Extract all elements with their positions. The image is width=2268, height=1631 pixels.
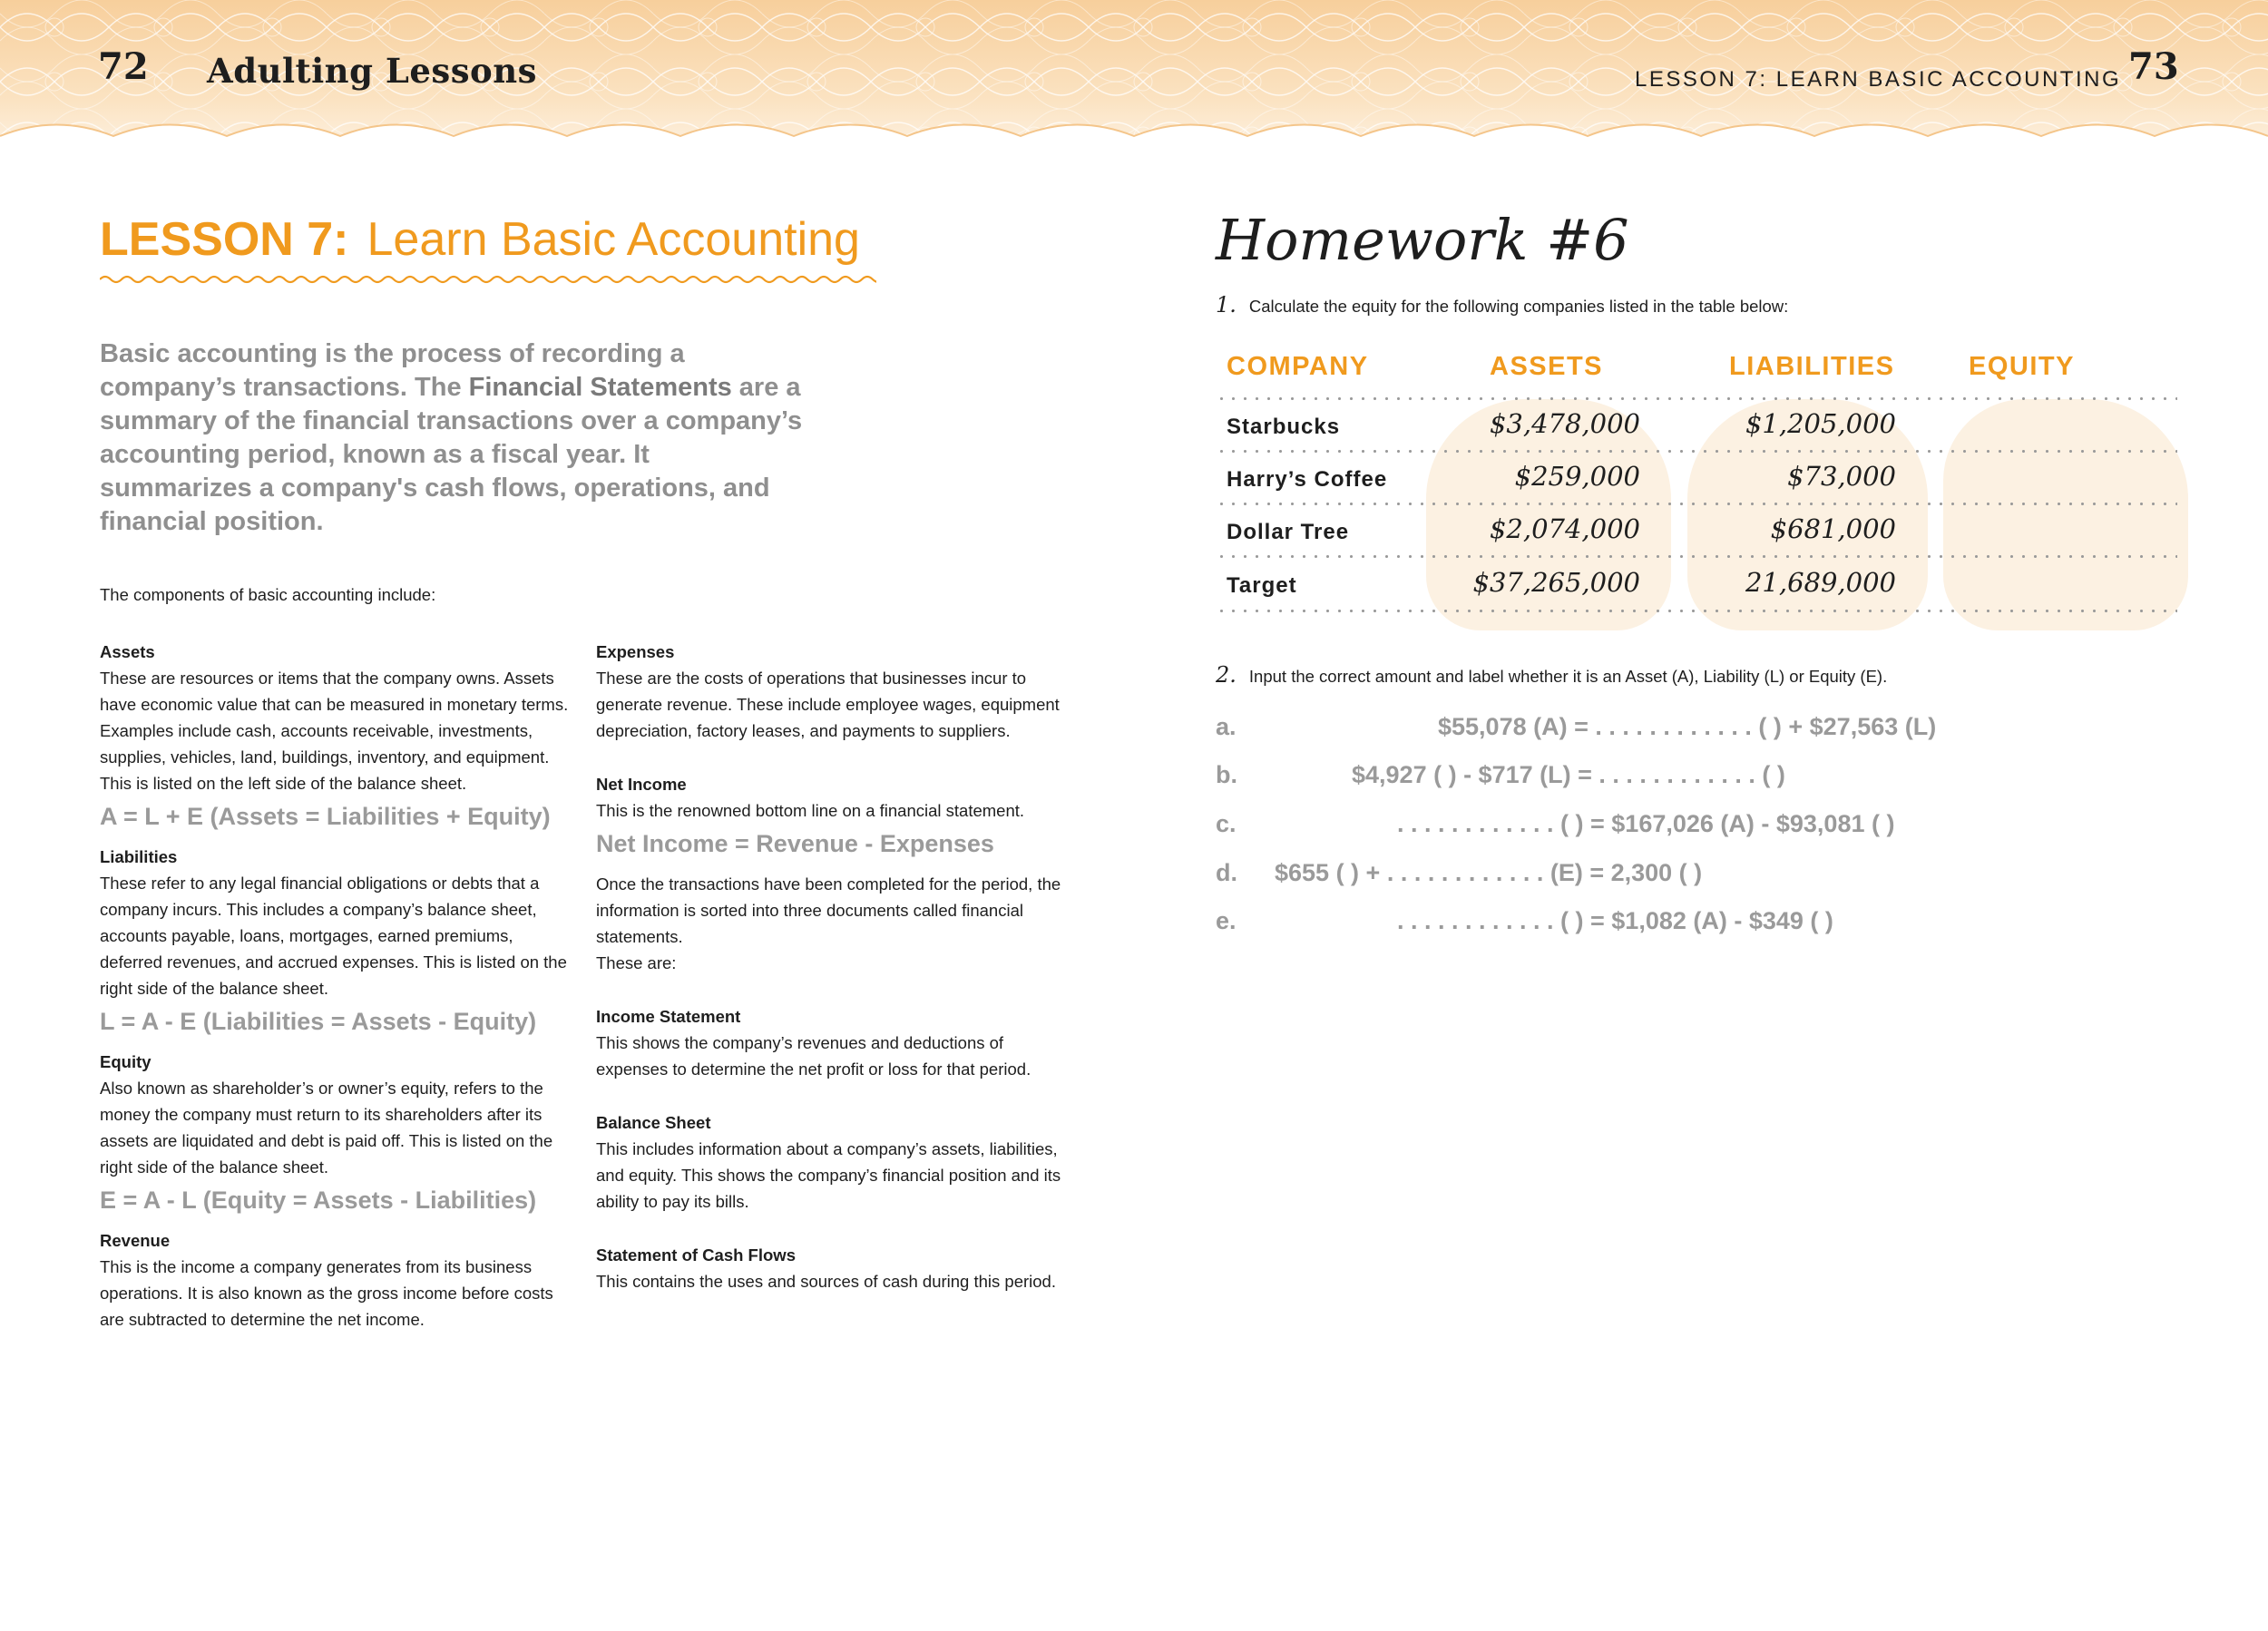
row-divider (1216, 397, 2177, 400)
book-title: Adulting Lessons (207, 51, 537, 91)
column-header-equity: EQUITY (1969, 352, 2075, 381)
intro-text-1: Basic accounting is the process of recording a company’s transactions. The (100, 339, 685, 402)
balance-sheet-text: This includes information about a company’s assets, liabilities, and equity. This shows the company’s financial position and its ability to pay its bills. (596, 1139, 1061, 1211)
row-divider (1216, 555, 2177, 558)
equation-text: $4,927 ( ) - $717 (L) = . . . . . . . . . . . . ( ) (1352, 761, 1785, 788)
intro-text-2: are a summary of the financial transactions over a company’s accounting period, known as a fiscal year. It summarizes a company's cash flows, operations, and financial position. (100, 373, 803, 536)
table-row-liabilities: $1,205,000 (1745, 408, 1896, 439)
expenses-heading: Expenses (596, 642, 675, 661)
table-row-company: Dollar Tree (1227, 520, 1350, 544)
lesson-name: Learn Basic Accounting (367, 213, 860, 266)
equation-text: . . . . . . . . . . . . ( ) = $167,026 (A) - $93,081 ( ) (1397, 810, 1895, 837)
table-row-company: Starbucks (1227, 415, 1341, 439)
liabilities-text: These refer to any legal financial obligations or debts that a company incurs. This includes a company’s balance sheet, accounts payable, loans, mortgages, earned premiums, deferred revenues, and accrued expenses. This is listed on the right side of the balance sheet. (100, 874, 567, 998)
question-2-number: 2. (1216, 662, 1237, 688)
balance-sheet-heading: Balance Sheet (596, 1113, 711, 1132)
question-1-text: Calculate the equity for the following companies listed in the table below: (1248, 297, 1789, 316)
table-row-assets: $37,265,000 (1472, 567, 1640, 598)
table-row-assets: $2,074,000 (1489, 513, 1640, 544)
income-statement-text: This shows the company’s revenues and deductions of expenses to determine the net profit or loss for that period. (596, 1033, 1031, 1079)
column-header-company: COMPANY (1227, 352, 1369, 381)
row-divider (1216, 610, 2177, 612)
equity-column-highlight (1943, 399, 2188, 630)
equation-letter: a. (1216, 713, 1237, 740)
equation-letter: e. (1216, 907, 1237, 934)
equation-letter: b. (1216, 761, 1237, 788)
left-page-number: 72 (98, 45, 149, 88)
equity-text: Also known as shareholder’s or owner’s equity, refers to the money the company must return to its shareholders after its assets are liquidated and debt is paid off. This is listed on the right side of the balance sheet. (100, 1079, 553, 1177)
right-page-number: 73 (2128, 45, 2179, 88)
equity-formula: E = A - L (Equity = Assets - Liabilities) (100, 1187, 537, 1214)
table-row-company: Harry’s Coffee (1227, 467, 1388, 492)
components-column-left (100, 639, 572, 1333)
assets-formula: A = L + E (Assets = Liabilities + Equity) (100, 803, 551, 830)
table-row-liabilities: $73,000 (1787, 461, 1896, 492)
net-income-formula: Net Income = Revenue - Expenses (596, 830, 994, 857)
liabilities-formula: L = A - E (Liabilities = Assets - Equity) (100, 1008, 537, 1035)
question-2-text: Input the correct amount and label whether it is an Asset (A), Liability (L) or Equity (E). (1248, 667, 1888, 686)
intro-bold-term: Financial Statements (468, 373, 732, 402)
income-statement-heading: Income Statement (596, 1007, 741, 1026)
equity-table (1216, 345, 2177, 635)
cash-flows-text: This contains the uses and sources of cash during this period. (596, 1272, 1056, 1291)
statements-intro: Once the transactions have been completed for the period, the information is sorted into three documents called financial statements. (596, 874, 1061, 946)
equation-text: . . . . . . . . . . . . ( ) = $1,082 (A) - $349 ( ) (1397, 907, 1833, 934)
column-header-liabilities: LIABILITIES (1729, 352, 1895, 381)
liabilities-heading: Liabilities (100, 847, 178, 866)
question-1-number: 1. (1216, 292, 1237, 317)
equation-text: $655 ( ) + . . . . . . . . . . . . (E) = 2,300 ( ) (1275, 859, 1703, 886)
net-income-heading: Net Income (596, 775, 687, 794)
row-divider (1216, 450, 2177, 453)
table-row-liabilities: 21,689,000 (1745, 567, 1896, 598)
question-2 (1216, 662, 1887, 688)
assets-text: These are resources or items that the company owns. Assets have economic value that can be measured in monetary terms. Examples include cash, accounts receivable, investments, supplies, vehicles, land, buildings, inventory, and equipment. This is listed on the left side of the balance sheet. (100, 669, 569, 793)
revenue-text: This is the income a company generates from its business operations. It is also known as the gross income before costs are subtracted to determine the net income. (100, 1257, 553, 1329)
revenue-heading: Revenue (100, 1231, 171, 1250)
question-1 (1216, 292, 1788, 317)
components-column-right (596, 639, 1068, 1294)
statements-these: These are: (596, 953, 677, 972)
running-head: LESSON 7: LEARN BASIC ACCOUNTING (1635, 67, 2122, 92)
table-row-assets: $259,000 (1514, 461, 1640, 492)
equity-heading: Equity (100, 1052, 152, 1071)
lesson-title (100, 212, 860, 267)
assets-heading: Assets (100, 642, 155, 661)
equation-letter: d. (1216, 859, 1237, 886)
homework-title: Homework #6 (1216, 207, 1629, 273)
cash-flows-heading: Statement of Cash Flows (596, 1245, 796, 1265)
column-header-assets: ASSETS (1490, 352, 1604, 381)
lesson-label: LESSON 7: (100, 213, 349, 266)
title-wave-underline (100, 272, 876, 287)
components-lead: The components of basic accounting include: (100, 585, 436, 604)
expenses-text: These are the costs of operations that businesses incur to generate revenue. These include employee wages, equipment depreciation, factory leases, and payments to suppliers. (596, 669, 1060, 740)
table-row-assets: $3,478,000 (1489, 408, 1640, 439)
intro-paragraph (100, 337, 807, 539)
table-row-liabilities: $681,000 (1770, 513, 1896, 544)
row-divider (1216, 503, 2177, 505)
net-income-text: This is the renowned bottom line on a financial statement. (596, 801, 1025, 820)
equation-text: $55,078 (A) = . . . . . . . . . . . . ( ) + $27,563 (L) (1438, 713, 1937, 740)
equation-letter: c. (1216, 810, 1237, 837)
table-row-company: Target (1227, 573, 1297, 598)
